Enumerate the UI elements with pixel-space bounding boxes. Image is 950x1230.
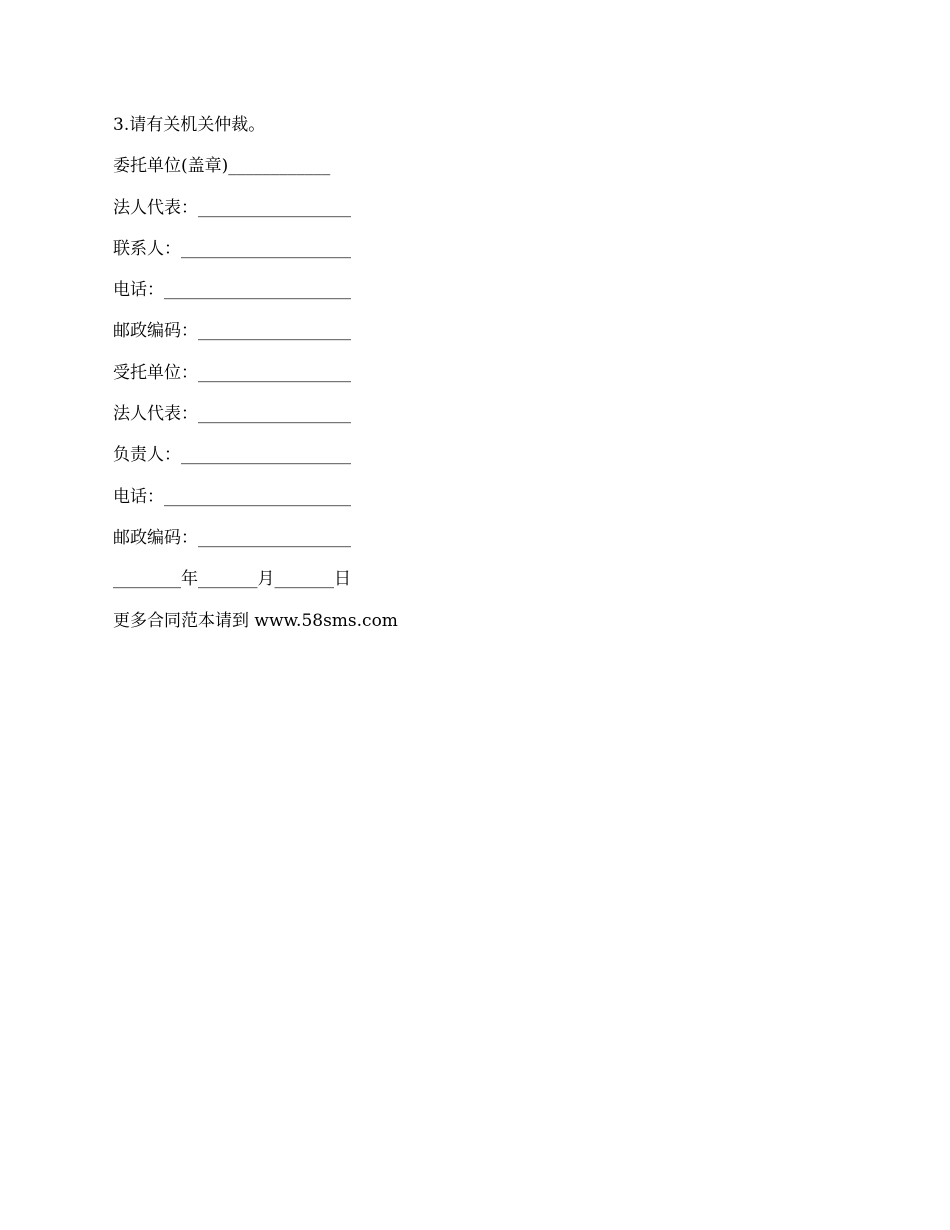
entrusting-legal-rep-field: 法人代表：__________________ [113, 197, 351, 218]
entrusting-contact-field: 联系人：____________________ [113, 238, 351, 259]
footer-promo-text: 更多合同范本请到 www.58sms.com [113, 610, 398, 631]
document-body [113, 112, 833, 649]
clause-arbitration: 3.请有关机关仲裁。 [113, 115, 266, 135]
entrusting-unit-seal-field: 委托单位(盖章)____________ [113, 156, 331, 177]
entrusted-phone-field: 电话：______________________ [113, 486, 351, 507]
entrusted-postcode-field: 邮政编码：__________________ [113, 527, 351, 548]
entrusted-responsible-person-field: 负责人：____________________ [113, 445, 351, 466]
signing-date-field: ________年_______月_______日 [113, 569, 351, 590]
entrusting-phone-field: 电话：______________________ [113, 280, 351, 301]
entrusted-unit-field: 受托单位：__________________ [113, 362, 351, 383]
entrusting-postcode-field: 邮政编码：__________________ [113, 321, 351, 342]
entrusted-legal-rep-field: 法人代表：__________________ [113, 404, 351, 425]
